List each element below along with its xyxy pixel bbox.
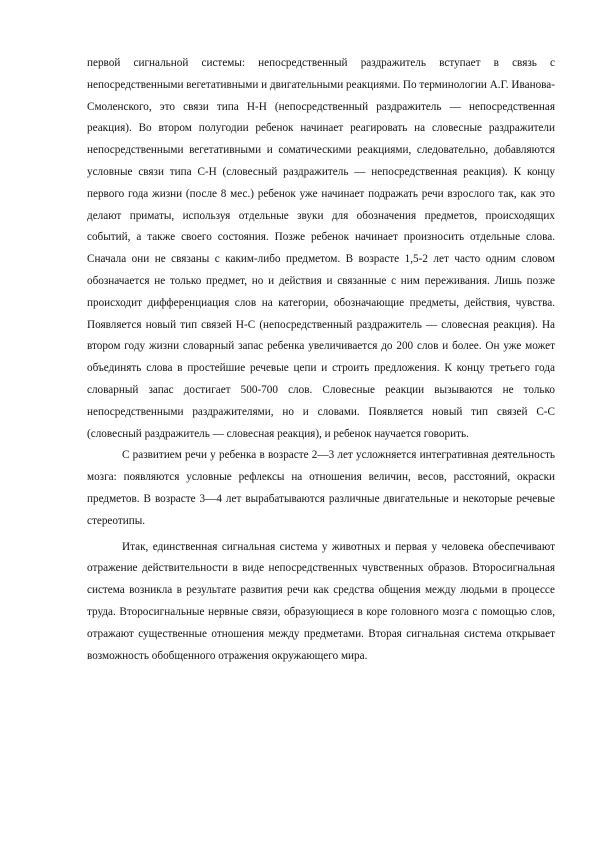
paragraph-speech-development: первой сигнальной системы: непосредственный раздражитель вступает в связь с непосредственными вегетативными и двигательными реакциями. По терминологии А.Г. Иванова-Смоленского, это связи типа Н-Н (непосредственный раздражитель — непосредственная реакция). Во втором полугодии ребенок начинает реагировать на словесные раздражители непосредственными вегетативными и соматическими реакциями, следовательно, добавляются условные связи типа С-Н (словесный раздражитель — непосредственная реакция). К концу первого года жизни (после 8 мес.) ребенок уже начинает подражать речи взрослого так, как это делают приматы, используя отдельные звуки для обозначения предметов, происходящих событий, а также своего состояния. Позже ребенок начинает произносить отдельные слова. Сначала они не связаны с каким-либо предметом. В возрасте 1,5-2 лет часто одним словом обозначается не только предмет, но и действия и связанные с ним переживания. Лишь позже происходит дифференциация слов на категории, обозначающие предметы, действия, чувства. Появляется новый тип связей Н-С (непосредственный раздражитель — словесная реакция). На втором году жизни словарный запас ребенка увеличивается до 200 слов и более. Он уже может объединять слова в простейшие речевые цепи и строить предложения. К концу третьего года словарный запас достигает 500-700 слов. Словесные реакции вызываются не только непосредственными раздражителями, но и словами. Появляется новый тип связей С-С (словесный раздражитель — словесная реакция), и ребенок научается говорить. bbox=[87, 57, 555, 440]
paragraph-integrative-activity: С развитием речи у ребенка в возрасте 2—3 лет усложняется интегративная деятельность мозга: появляются условные рефлексы на отношения величин, весов, расстояний, окраски предметов. В возрасте 3—4 лет вырабатываются различные двигательные и некоторые речевые стереотипы. bbox=[87, 449, 555, 527]
paragraph-conclusion: Итак, единственная сигнальная система у животных и первая у человека обеспечивают отражение действительности в виде непосредственных чувственных образов. Второсигнальная система возникла в результате развития речи как средства общения между людьми в процессе труда. Второсигнальные нервные связи, образующиеся в коре головного мозга с помощью слов, отражают существенные отношения между предметами. Вторая сигнальная система открывает возможность обобщенного отражения окружающего мира. bbox=[87, 540, 555, 662]
body-text bbox=[87, 53, 555, 667]
